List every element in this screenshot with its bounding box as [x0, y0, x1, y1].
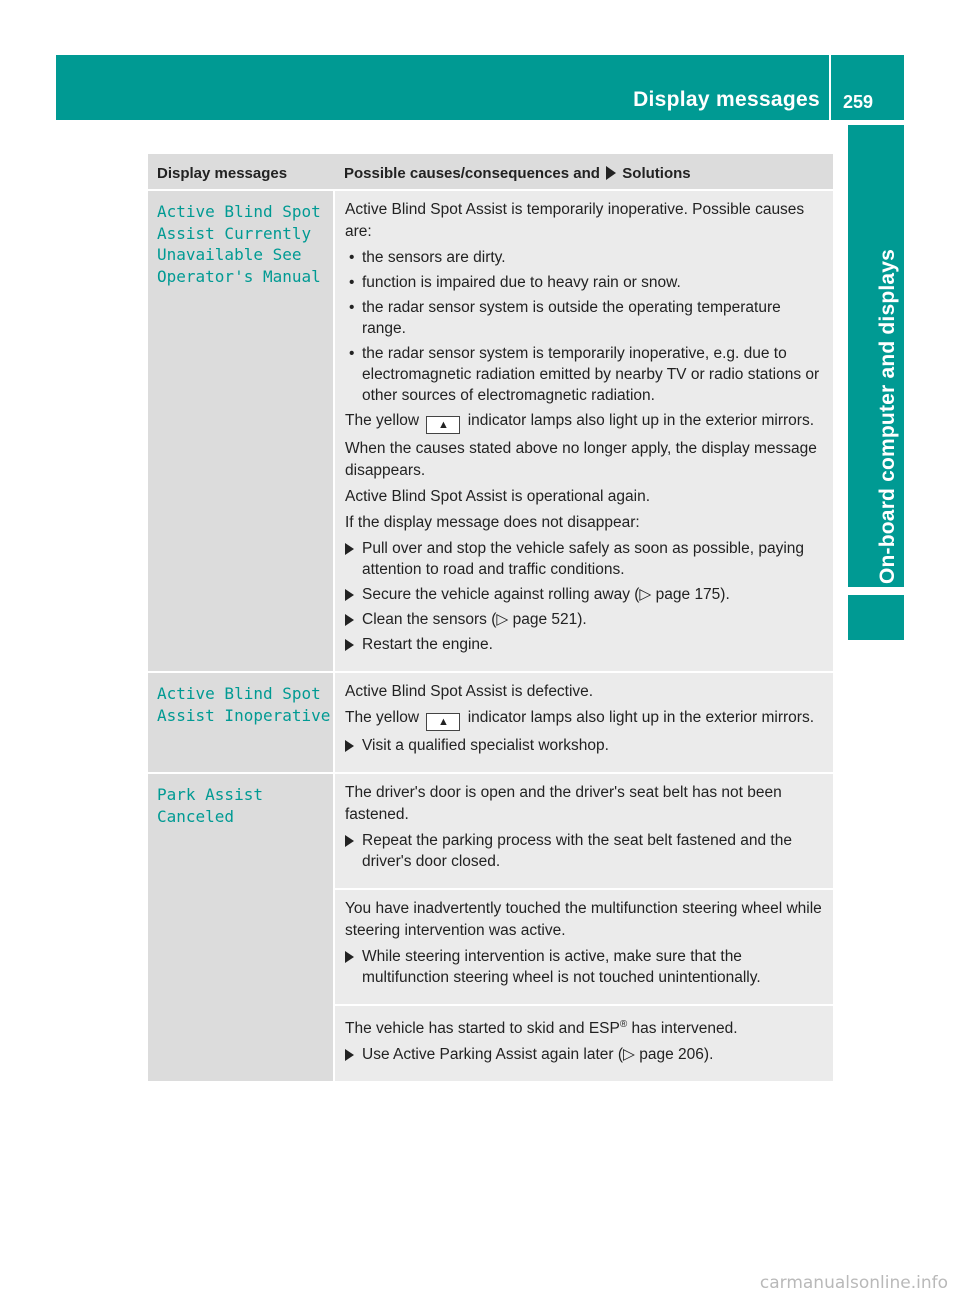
column-header-causes — [344, 165, 691, 182]
solution-step — [345, 609, 827, 630]
lamp-note — [345, 410, 827, 434]
step-text: Secure the vehicle against rolling away (▷ page 175). — [362, 586, 730, 603]
lamp-note-pre: The yellow — [345, 709, 420, 726]
lamp-note-post: indicator lamps also light up in the exterior mirrors. — [467, 709, 815, 726]
causes-cell — [335, 774, 833, 888]
cause-intro: Active Blind Spot Assist is defective. — [345, 683, 594, 700]
side-tab-label: On-board computer and displays — [876, 248, 899, 584]
lamp-note — [345, 707, 827, 731]
registered-mark: ® — [619, 1019, 628, 1030]
solution-step — [345, 584, 827, 605]
step-text: Restart the engine. — [362, 636, 493, 653]
step-arrow-icon — [345, 951, 354, 963]
warning-lamp-icon: ▲ — [426, 713, 460, 731]
message-cell — [148, 673, 333, 772]
cause-text-pre: The vehicle has started to skid and ESP — [345, 1020, 620, 1038]
step-arrow-icon — [345, 835, 354, 847]
step-arrow-icon — [345, 543, 354, 555]
step-arrow-icon — [345, 639, 354, 651]
column-header-messages: Display messages — [157, 165, 288, 182]
table-row — [148, 673, 833, 774]
cause-text-post: has intervened. — [627, 1020, 738, 1038]
page-title: Display messages — [633, 88, 820, 111]
causes-cell — [335, 1004, 833, 1081]
message-cell — [148, 191, 333, 671]
causes-cell — [335, 673, 833, 772]
display-messages-table — [148, 154, 833, 1083]
cause-text: The driver's door is open and the driver's seat belt has not been fastened. — [345, 784, 782, 823]
step-arrow-icon — [345, 589, 354, 601]
cause-bullet: • the radar sensor system is outside the operating temperature range. — [345, 297, 827, 339]
column-header-solutions-label: Solutions — [622, 165, 691, 182]
lamp-note-post: indicator lamps also light up in the exterior mirrors. — [467, 412, 815, 429]
description-text: Active Blind Spot Assist is operational again. — [345, 488, 651, 505]
description-text: If the display message does not disappear: — [345, 514, 640, 531]
display-message: Park Assist Canceled — [157, 785, 263, 826]
causes-cell — [335, 191, 833, 671]
arrow-right-icon — [606, 166, 616, 180]
step-text: Visit a qualified specialist workshop. — [362, 737, 609, 754]
table-row — [148, 774, 833, 1083]
table-header — [148, 154, 833, 191]
warning-lamp-icon: ▲ — [426, 416, 460, 434]
step-text: Use Active Parking Assist again later (▷ page 206). — [362, 1046, 714, 1064]
step-text: Pull over and stop the vehicle safely as soon as possible, paying attention to road and traffic conditions. — [362, 540, 805, 578]
cause-intro: Active Blind Spot Assist is temporarily inoperative. Possible causes are: — [345, 201, 805, 240]
cause-bullet: • the radar sensor system is temporarily inoperative, e.g. due to electromagnetic radiation emitted by nearby TV or radio stations or other sources of electromagnetic radiation. — [345, 343, 827, 406]
display-message: Active Blind Spot Assist Inoperative — [157, 684, 331, 725]
side-tab-marker — [848, 595, 904, 640]
causes-cell — [335, 888, 833, 1004]
step-arrow-icon — [345, 614, 354, 626]
header-divider — [829, 55, 831, 120]
solution-step — [345, 830, 827, 872]
step-text: While steering intervention is active, make sure that the multifunction steering wheel is not touched unintentionally. — [362, 948, 761, 986]
watermark: carmanualsonline.info — [759, 1273, 948, 1293]
column-header-causes-label: Possible causes/consequences and — [344, 165, 600, 182]
step-arrow-icon — [345, 740, 354, 752]
cause-bullet: • function is impaired due to heavy rain or snow. — [345, 272, 827, 293]
cause-text — [345, 1014, 827, 1040]
step-arrow-icon — [345, 1049, 354, 1061]
table-row — [148, 191, 833, 673]
solution-step — [345, 735, 827, 756]
description-text: When the causes stated above no longer apply, the display message disappears. — [345, 440, 817, 479]
step-text: Clean the sensors (▷ page 521). — [362, 611, 587, 628]
cause-bullet: • the sensors are dirty. — [345, 247, 827, 268]
solution-step — [345, 634, 827, 655]
cause-text: You have inadvertently touched the multifunction steering wheel while steering intervention was active. — [345, 900, 822, 939]
causes-column — [335, 774, 833, 1081]
display-message: Active Blind Spot Assist Currently Unavailable See Operator's Manual — [157, 202, 321, 286]
page-number: 259 — [843, 92, 874, 112]
message-cell — [148, 774, 333, 1081]
solution-step — [345, 946, 827, 988]
solution-step — [345, 1044, 827, 1065]
step-text: Repeat the parking process with the seat belt fastened and the driver's door closed. — [362, 832, 792, 870]
lamp-note-pre: The yellow — [345, 412, 420, 429]
solution-step — [345, 538, 827, 580]
